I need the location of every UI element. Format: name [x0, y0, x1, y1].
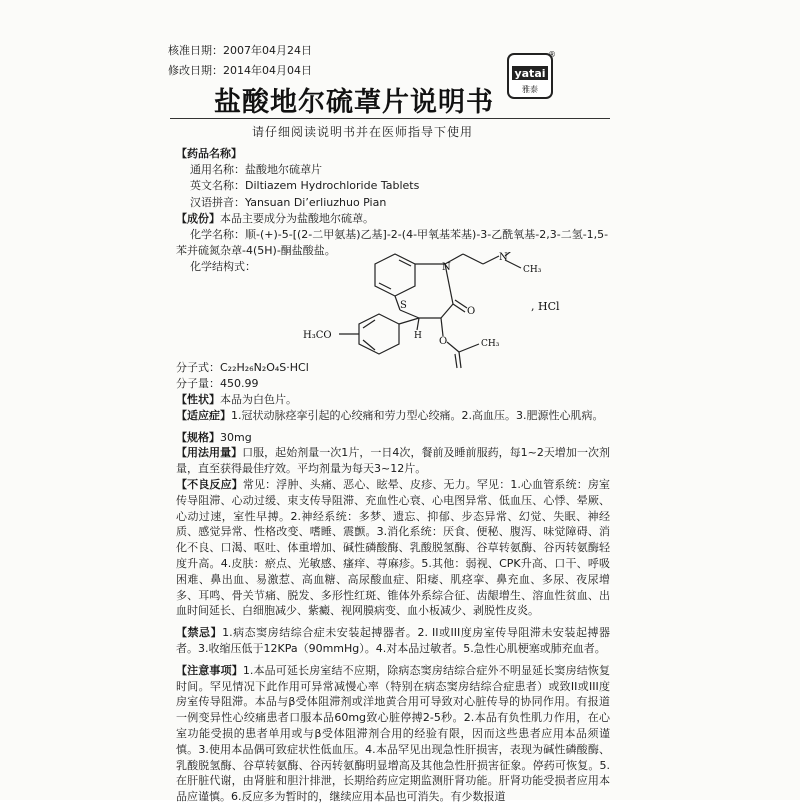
logo-cn: 雅泰 [522, 85, 538, 94]
registered-mark: ® [548, 50, 556, 59]
molecular-info [176, 360, 309, 392]
logo-text: yatai [514, 67, 546, 80]
sections-container [176, 392, 610, 805]
pinyin-name: 汉语拼音：Yansuan Di’erliuzhuo Pian [190, 195, 387, 209]
section-text: 1.本品可延长房室结不应期，除病态窦房结综合症外不明显延长窦房结恢复时间。罕见情况下此作用可异常减慢心率（特别在病态窦房结综合症患者）或致II或III度房室传导阻滞。本品与β受体阻滞剂或洋地黄合用可导致对心脏传导的协同作用。有报道一例变异性心绞痛患者口服本品60mg致心脏停搏2-5秒。2.本品有负性肌力作用，在心室功能受损的患者单用或与β受体阻滞剂合用的经验有限，因而这些患者应用本品须谨慎。3.使用本品偶可致症状性低血压。4.本品罕见出现急性肝损害，表现为碱性磷酸酶、乳酸脱氢酶、谷草转氨酶、谷丙转氨酶明显增高及其他急性肝损害征象。停药可恢复。5.在肝脏代谢，由肾脏和胆汁排泄，长期给药应定期监测肝肾功能。肝肾功能受损者应用本品应谨慎。6.反应多为暂时的，继续应用本品也可消失。有少数报道 [176, 663, 610, 804]
section-text: 常见：浮肿、头痛、恶心、眩晕、皮疹、无力。罕见：1.心血管系统：房室传导阻滞、心动过缓、束支传导阻滞、充血性心衰、心电图异常、低血压、心悸、晕厥、心动过速，室性早搏。2.神经系统：多梦、遗忘、抑郁、步态异常、幻觉、失眠、神经质、感觉异常、性格改变、嗜睡、震颤。3.消化系统：厌食、便秘、腹泻、味觉障碍、消化不良、口渴、呕吐、体重增加、碱性磷酸酶、乳酸脱氢酶、谷草转氨酶、谷丙转氨酶轻度升高。4.皮肤：瘀点、光敏感、瘙痒、荨麻疹。5.其他：弱视、CPK升高、口干、呼吸困难、鼻出血、易激惹、高血糖、高尿酸血症、阳痿、肌痉挛、鼻充血、多尿、夜尿增多、耳鸣、骨关节痛、脱发、多形性红斑、锥体外系综合征、齿龈增生、溶血性贫血、出血时间延长、白细胞减少、紫癜、视网膜病变、血小板减少、剥脱性皮炎。 [176, 477, 610, 618]
chemical-name-line1: 化学名称：顺-(+)-5-[(2-二甲氨基)乙基]-2-(4-甲氧基苯基)-3-乙酰氧基-2,3-二氢-1,5- [190, 228, 609, 242]
structure-methoxy: H₃CO [303, 330, 332, 341]
yatai-logo [502, 48, 558, 104]
structure-sulfur: S [400, 300, 407, 311]
molecular-formula: 分子式：C₂₂H₂₆N₂O₄S·HCl [176, 361, 309, 374]
structure-ester-o: O [439, 336, 448, 347]
structure-carbonyl-o: O [467, 306, 476, 317]
composition-heading: 【成份】 [176, 211, 220, 225]
english-name: 英文名称：Diltiazem Hydrochloride Tablets [190, 179, 420, 193]
section-text: 本品为白色片。 [220, 393, 297, 406]
structure-hydrogen: H [414, 331, 422, 341]
revised-date: 修改日期：2014年04月04日 [168, 64, 312, 77]
structure-nitrogen-2: N [499, 252, 508, 263]
approved-date: 核准日期：2007年04月24日 [168, 44, 312, 57]
section-heading: 【规格】 [176, 430, 220, 444]
structure-acetyl-methyl: CH₃ [481, 339, 500, 349]
section-heading: 【禁忌】 [176, 626, 223, 640]
structure-nitrogen-1: N [442, 262, 451, 273]
structure-label: 化学结构式： [190, 260, 256, 274]
structure-hcl: , HCl [531, 300, 560, 313]
section-text: 1.冠状动脉痉挛引起的心绞痛和劳力型心绞痛。2.高血压。3.肥源性心肌病。 [231, 408, 604, 422]
section-heading: 【性状】 [176, 393, 220, 406]
section-text: 口服，起始剂量一次1片，一日4次，餐前及睡前服药，每1~2天增加一次剂量，直至获得最佳疗效。平均剂量为每天3~12片。 [176, 446, 610, 476]
date-block [168, 41, 312, 81]
page-title: 盐酸地尔硫䓬片说明书 [214, 87, 494, 118]
page-subtitle: 请仔细阅读说明书并在医师指导下使用 [252, 125, 474, 139]
chemical-name-line2: 苯并硫氮杂䓬-4(5H)-酮盐酸盐。 [176, 244, 336, 258]
section-heading: 【用法用量】 [176, 446, 243, 460]
molecular-weight: 分子量：450.99 [176, 377, 259, 390]
section-heading: 【适应症】 [176, 408, 231, 422]
drug-name-heading: 【药品名称】 [176, 147, 242, 160]
section-text: 1.病态窦房结综合症未安装起搏器者。2. II或III度房室传导阻滞未安装起搏器者。3.收缩压低于12KPa（90mmHg）。4.对本品过敏者。5.急性心肌梗塞或肺充血者。 [176, 626, 610, 655]
chemical-structure-diagram [295, 252, 595, 372]
structure-methyl: CH₃ [523, 265, 542, 275]
generic-name: 通用名称：盐酸地尔硫䓬片 [190, 163, 322, 177]
section-heading: 【不良反应】 [176, 477, 243, 491]
composition-text: 本品主要成分为盐酸地尔硫䓬。 [220, 211, 374, 225]
title-divider [170, 118, 610, 119]
section-heading: 【注意事项】 [176, 663, 243, 677]
section-text: 30mg [220, 430, 252, 444]
